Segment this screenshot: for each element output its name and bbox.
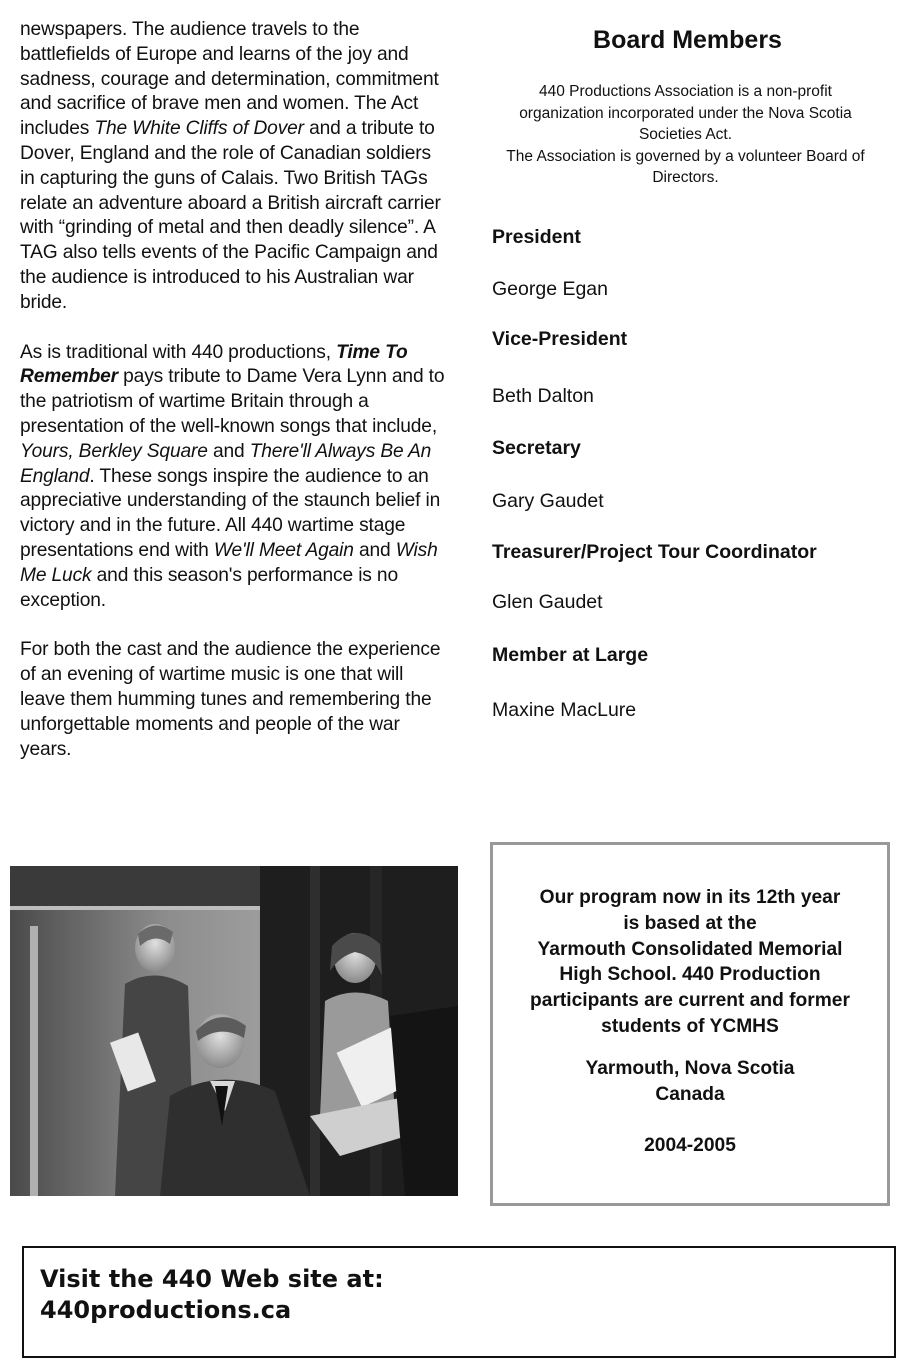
name-secretary: Gary Gaudet (492, 490, 604, 512)
role-secretary: Secretary (492, 437, 581, 459)
role-treasurer: Treasurer/Project Tour Coordinator (492, 541, 817, 563)
location-country: Canada (655, 1083, 725, 1105)
emphasis-run: Yours, Berkley Square (20, 440, 208, 462)
cast-photo-image (10, 866, 458, 1196)
board-intro (490, 81, 885, 189)
program-line-4: High School. 440 Production (559, 964, 821, 986)
text-run: and (207, 440, 250, 462)
role-vice-president: Vice-President (492, 328, 628, 350)
name-president: George Egan (492, 278, 609, 300)
text-run: and this season's performance is no exception. (20, 564, 398, 611)
emphasis-run: We'll Meet Again (213, 539, 354, 561)
program-line-6: students of YCMHS (601, 1015, 779, 1037)
program-line-5: participants are current and former (530, 990, 850, 1012)
emphasis-run: Wish Me Luck (20, 539, 438, 586)
location-city: Yarmouth, Nova Scotia (585, 1057, 795, 1079)
article-paragraph-1 (20, 18, 450, 316)
program-info-box (490, 842, 890, 1206)
emphasis-run: The White Cliffs of Dover (94, 118, 304, 140)
article-column (20, 18, 450, 787)
text-run: . These songs inspire the audience to an appreciative understanding of the staunch belief in victory and in the future. All 440 wartime stage presentations end with (20, 465, 441, 561)
text-run: pays tribute to Dame Vera Lynn and to the patriotism of wartime Britain through a presentation of the well-known songs that include, (20, 366, 445, 437)
text-run: and (353, 539, 396, 561)
website-box (22, 1246, 896, 1358)
name-member-at-large: Maxine MacLure (492, 699, 637, 721)
name-vice-president: Beth Dalton (492, 385, 594, 407)
text-run: newspapers. The audience travels to the battlefields of Europe and learns of the joy and sadness, courage and determination, commitment and sacrifice of brave men and women. The Act includes (20, 19, 439, 140)
role-member-at-large: Member at Large (492, 644, 649, 666)
role-president: President (492, 226, 581, 248)
program-description (493, 885, 887, 1040)
program-years: 2004-2005 (644, 1135, 736, 1157)
program-location (493, 1056, 887, 1108)
text-run: For both the cast and the audience the experience of an evening of wartime music is one that will leave them humming tunes and remembering the unforgettable moments and people of the war years. (20, 639, 441, 760)
article-paragraph-2 (20, 341, 450, 614)
emphasis-run: There'll Always Be An England (20, 440, 432, 487)
text-run: and a tribute to Dover, England and the role of Canadian soldiers in capturing the guns of Calais. Two British TAGs relate an adventure aboard a British aircraft carrier with “grinding of metal and then deadly silence”. A TAG also tells events of the Pacific Campaign and the audience is introduced to his Australian war bride. (20, 118, 441, 313)
board-title: Board Members (593, 26, 782, 54)
name-treasurer: Glen Gaudet (492, 591, 603, 613)
article-paragraph-3 (20, 638, 450, 762)
program-line-3: Yarmouth Consolidated Memorial (537, 938, 843, 960)
website-url[interactable]: 440productions.ca (40, 1296, 292, 1324)
board-intro-line-1: 440 Productions Association is a non-profit organization incorporated under the Nova Scotia Societies Act. (519, 83, 852, 143)
cast-photo (10, 866, 458, 1196)
emphasis-run: Time To Remember (20, 341, 408, 388)
board-column (490, 22, 885, 189)
program-line-2: is based at the (623, 912, 757, 934)
board-intro-line-2: The Association is governed by a volunteer Board of Directors. (506, 147, 865, 186)
program-line-1: Our program now in its 12th year (539, 887, 841, 908)
website-prompt: Visit the 440 Web site at: (40, 1265, 384, 1293)
text-run: As is traditional with 440 productions, (20, 341, 337, 363)
